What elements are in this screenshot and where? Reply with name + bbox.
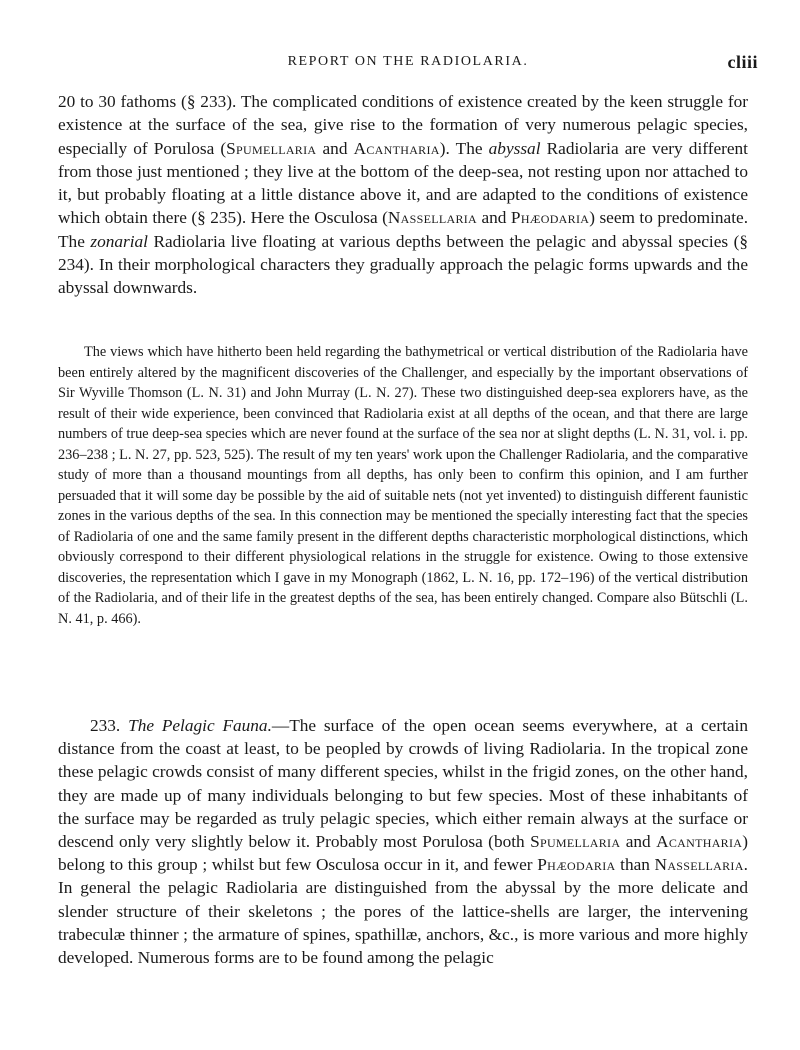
page-number: cliii [727, 52, 758, 72]
text-run: . In general the pelagic Radiolaria are distinguished from the abyssal by the more delicate and slender structure of their skeletons ; the pores of the lattice-shells are larger, the intervening trabeculæ thinner ; the armature of spines, spathillæ, anchors, &c., is more various and more highly developed. Numerous forms are to be found among the pelagic [58, 855, 748, 968]
text-run: —The surface of the open ocean seems everywhere, at a certain distance from the coast at least, to be peopled by crowds of living Radiolaria. In the tropical zone these pelagic crowds consist of many different species, whilst in the frigid zones, on the other hand, they are made up of many individuals belonging to but few species. Most of these inhabitants of the surface may be regarded as truly pelagic species, which either remain always at the surface or descend only very slightly below it. Probably most Porulosa (both [58, 716, 748, 852]
term-acantharia: Acantharia [353, 138, 440, 158]
text-run: than [615, 855, 655, 875]
text-run: ) belong to this group ; whilst but few Osculosa occur in it, and fewer [58, 832, 749, 875]
text-run: ). The [439, 138, 489, 158]
term-nassellaria: Nassellaria [387, 208, 478, 228]
text-run: Radiolaria live floating at various depths between the pelagic and abyssal species (§ 234). In their morphological characters they gradually approach the pelagic forms upwards and the abyssal downwards. [58, 231, 749, 298]
term-acantharia: Acantharia [656, 832, 743, 852]
term-abyssal: abyssal [488, 138, 541, 158]
text-run: ) seem to predominate. The [58, 208, 749, 251]
text-run: and [316, 138, 354, 158]
body-paragraph-continuation [58, 90, 748, 300]
running-header [58, 52, 758, 76]
term-spumellaria: Spumellaria [226, 138, 317, 158]
running-title: REPORT ON THE RADIOLARIA. [287, 54, 529, 69]
term-phaeodaria: Phæodaria [537, 855, 616, 875]
term-zonarial: zonarial [90, 231, 148, 251]
text-run: 20 to 30 fathoms (§ 233). The complicated conditions of existence created by the keen struggle for existence at the surface of the sea, give rise to the formation of very numerous pelagic species, especially of Porulosa ( [58, 92, 748, 158]
section-number: 233. [90, 716, 129, 735]
term-spumellaria: Spumellaria [530, 832, 621, 852]
term-phaeodaria: Phæodaria [510, 208, 590, 228]
text-run: Radiolaria are very different from those just mentioned ; they live at the bottom of the deep-sea, not resting upon nor attached to it, but probably floating at a little distance above it, and are adapted to the conditions of existence which obtain there (§ 235). Here the Osculosa ( [58, 138, 748, 228]
section-233-paragraph [58, 714, 748, 969]
section-heading: The Pelagic Fauna. [128, 716, 272, 735]
term-nassellaria: Nassellaria [654, 855, 744, 875]
small-print-note: The views which have hitherto been held regarding the bathymetrical or vertical distribution of the Radiolaria have been entirely altered by the magnificent discoveries of the Challenger, and especially by the important observations of Sir Wyville Thomson (L. N. 31) and John Murray (L. N. 27). These two distinguished deep-sea explorers have, as the result of their wide experience, been convinced that Radiolaria exist at all depths of the ocean, and that there are large numbers of true deep-sea species which are never found at the surface of the sea nor at slight depths (L. N. 31, vol. i. pp. 236–238 ; L. N. 27, pp. 523, 525). The result of my ten years' work upon the Challenger Radiolaria, and the comparative study of more than a thousand mountings from all depths, has only been to confirm this opinion, and I am further persuaded that it will some day be possible by the aid of suitable nets (not yet invented) to distinguish different faunistic zones in the various depths of the sea. In this connection may be mentioned the specially interesting fact that the species of Radiolaria of one and the same family present in the different depths characteristic morphological distinctions, which obviously correspond to their different physiological relations in the struggle for existence. Owing to those extensive discoveries, the representation which I gave in my Monograph (1862, L. N. 16, pp. 172–196) of the vertical distribution of the Radiolaria, and of their life in the greatest depths of the sea, has been entirely changed. Compare also Bütschli (L. N. 41, p. 466). [58, 344, 748, 627]
text-run: and [620, 832, 657, 852]
text-run: and [477, 208, 511, 228]
